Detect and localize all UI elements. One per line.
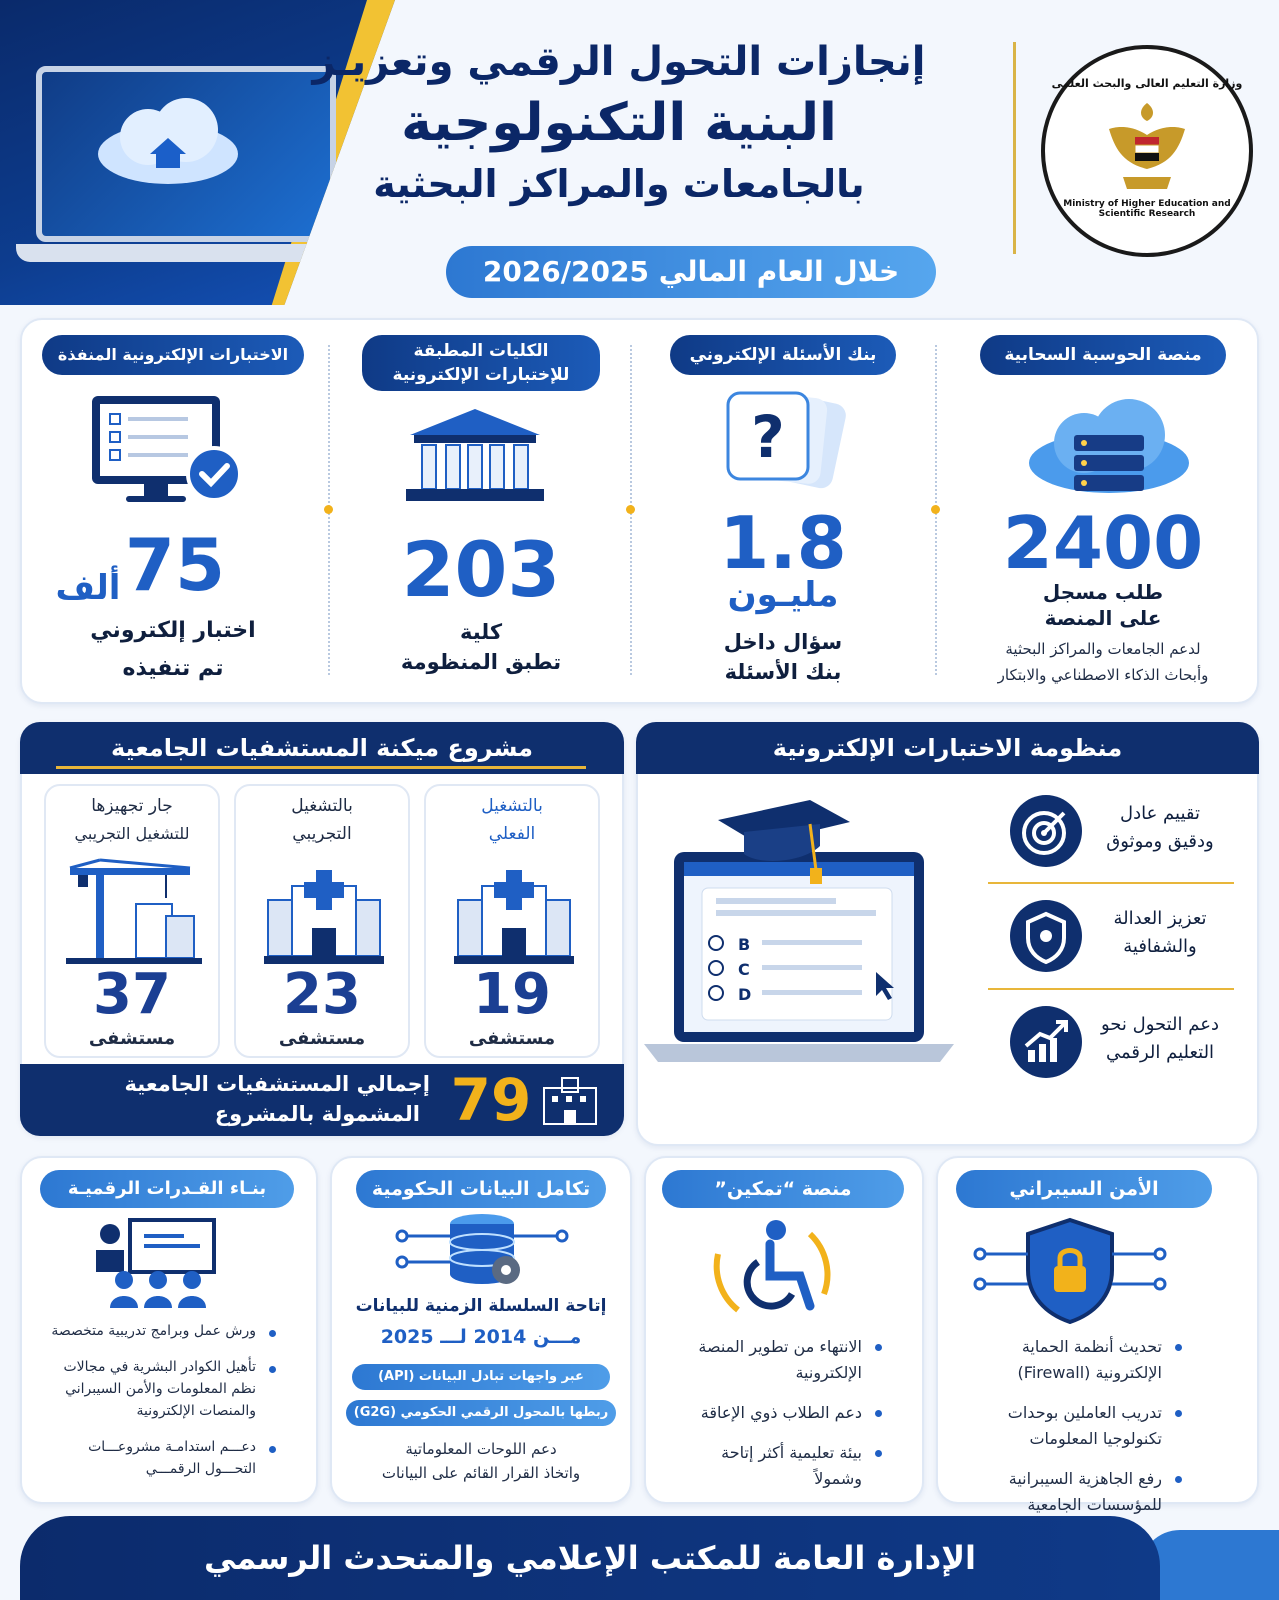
stat-exams-number: 75 xyxy=(124,523,226,607)
divider-dot xyxy=(931,505,940,514)
target-icon xyxy=(1010,795,1082,867)
gov-data-note-1: دعم اللوحات المعلوماتية xyxy=(405,1440,557,1458)
list-item: الانتهاء من تطوير المنصة الإلكترونية xyxy=(670,1334,884,1386)
construction-crane-icon xyxy=(66,858,202,966)
university-building-icon xyxy=(400,405,550,505)
stat-exams-label-1: اختبار إلكتروني xyxy=(90,618,256,643)
hospital-unit-1: مستشفى xyxy=(468,1028,556,1049)
stat-faculties-label-1: كلية xyxy=(459,620,503,644)
title-line-3: بالجامعات والمراكز البحثية xyxy=(373,162,865,206)
feature-3-line-1: دعم التحول نحو xyxy=(1100,1014,1220,1035)
hospital-card-trial xyxy=(234,784,410,1058)
footer-bar: الإدارة العامة للمكتب الإعلامي والمتحدث الرسمي xyxy=(20,1516,1160,1600)
list-item: ورش عمل وبرامج تدريبية متخصصة xyxy=(46,1320,278,1342)
eagle-icon xyxy=(1101,99,1193,199)
hospital-unit-2: مستشفى xyxy=(278,1028,366,1049)
cyber-list xyxy=(956,1334,1184,1532)
hospitals-title: مشروع ميكنة المستشفيات الجامعية xyxy=(20,722,624,774)
seal-english-text: Ministry of Higher Education and Scientific Research xyxy=(1063,199,1231,219)
exam-option-d: D xyxy=(738,985,752,1004)
hospital-card-operational xyxy=(424,784,600,1058)
list-item: تدريب العاملين بوحدات تكنولوجيا المعلومات xyxy=(956,1400,1184,1452)
exam-option-c: C xyxy=(738,960,750,979)
hospital-status-1-line-2: الفعلي xyxy=(488,824,536,844)
database-gear-icon xyxy=(392,1212,572,1292)
page-title xyxy=(259,36,979,210)
stat-cloud-note-1: لدعم الجامعات والمراكز البحثية xyxy=(1005,640,1201,658)
hospitals-title-underline xyxy=(56,766,586,769)
stat-faculties-pill-line-1: الكليات المطبقة xyxy=(413,341,549,361)
capacity-pill: بنـاء القـدرات الرقميـة xyxy=(40,1170,294,1208)
stat-qbank-label-1: سؤال داخل xyxy=(723,630,843,654)
hospital-unit-3: مستشفى xyxy=(88,1028,176,1049)
feature-divider xyxy=(988,988,1234,990)
feature-1-line-2: ودقيق وموثوق xyxy=(1106,831,1214,852)
fiscal-year-pill: خلال العام المالي 2026/2025 xyxy=(446,246,936,298)
list-item: تحديث أنظمة الحماية الإلكترونية (Firewall) xyxy=(956,1334,1184,1386)
feature-1-line-1: تقييم عادل xyxy=(1120,803,1200,824)
seal-arabic-text: وزارة التعليم العالى والبحث العلمى xyxy=(1051,77,1243,90)
training-presentation-icon xyxy=(88,1216,218,1310)
list-item: دعـــم استدامـة مشروعـــات التحـــول الرقمـــي xyxy=(46,1436,278,1480)
stat-exams-unit: ألف xyxy=(55,568,121,608)
gov-data-range: مـــن 2014 لـــ 2025 xyxy=(380,1326,582,1348)
hospital-status-3-line-1: جار تجهيزها xyxy=(91,796,173,816)
header-divider xyxy=(1013,42,1016,254)
hospital-status-1-line-1: بالتشغيل xyxy=(481,796,543,816)
stat-cloud-label-2: على المنصة xyxy=(1044,606,1162,630)
feature-3-line-2: التعليم الرقمي xyxy=(1105,1042,1215,1063)
hospitals-total-line-2: المشمولة بالمشروع xyxy=(214,1102,420,1126)
feature-2-line-2: والشفافية xyxy=(1123,936,1197,957)
hospital-count-3: 37 xyxy=(93,962,171,1027)
stat-cloud-note-2: وأبحاث الذكاء الاصطناعي والابتكار xyxy=(997,666,1209,684)
feature-2-line-1: تعزيز العدالة xyxy=(1113,908,1207,929)
hospital-status-2-line-1: بالتشغيل xyxy=(291,796,353,816)
footer-accent xyxy=(1140,1530,1279,1600)
divider-dot xyxy=(626,505,635,514)
list-item: دعم الطلاب ذوي الإعاقة xyxy=(670,1400,884,1426)
feature-divider xyxy=(988,882,1234,884)
stat-exams-label-2: تم تنفيذه xyxy=(122,656,224,681)
stat-qbank-unit: مليـون xyxy=(727,575,839,615)
list-item: تأهيل الكوادر البشرية في مجالات نظم المعلومات والأمن السيبراني والمنصات الإلكترونية xyxy=(46,1356,278,1422)
hospitals-total-number: 79 xyxy=(450,1066,532,1134)
laptop-exam-icon xyxy=(640,800,970,1090)
stat-qbank-pill: بنك الأسئلة الإلكتروني xyxy=(670,335,896,375)
title-line-1: إنجازات التحول الرقمي وتعزيـز xyxy=(312,39,926,85)
stat-faculties-pill xyxy=(362,335,600,391)
list-item: رفع الجاهزية السيبرانية للمؤسسات الجامعية xyxy=(956,1466,1184,1518)
question-card-icon xyxy=(710,385,860,495)
cloud-server-icon xyxy=(1024,395,1194,500)
stat-faculties-label-2: تطبق المنظومة xyxy=(400,650,562,674)
list-item: بيئة تعليمية أكثر إتاحة وشمولاً xyxy=(670,1440,884,1492)
capacity-list xyxy=(46,1320,278,1494)
hospital-status-2-line-2: التجريبي xyxy=(292,824,352,844)
exam-option-b: B xyxy=(738,935,751,954)
svg-text:?: ? xyxy=(751,403,785,471)
stat-cloud-label-1: طلب مسجل xyxy=(1042,580,1164,604)
laptop-base xyxy=(16,244,356,262)
hospital-status-3-line-2: للتشغيل التجريبي xyxy=(74,824,190,843)
hospital-building-icon xyxy=(264,866,384,966)
stat-exams-pill: الاختبارات الإلكترونية المنفذة xyxy=(42,335,304,375)
hospital-total-icon xyxy=(540,1074,600,1128)
shield-icon xyxy=(1010,900,1082,972)
gov-data-pill: تكامل البيانات الحكومية xyxy=(356,1170,606,1208)
wheelchair-icon xyxy=(698,1214,848,1324)
cloud-home-icon xyxy=(88,92,248,192)
divider-dot xyxy=(324,505,333,514)
hospital-card-preparing xyxy=(44,784,220,1058)
title-line-2: البنية التكنولوجية xyxy=(401,93,837,153)
exams-system-title: منظومة الاختبارات الإلكترونية xyxy=(636,722,1259,774)
tamkeen-pill: منصة “تمكين” xyxy=(662,1170,904,1208)
gov-data-tag-g2g: ربطها بالمحول الرقمي الحكومي (G2G) xyxy=(346,1400,616,1426)
stat-faculties-pill-line-2: للإختبارات الإلكترونية xyxy=(392,365,570,385)
hospital-count-2: 23 xyxy=(283,962,361,1027)
tamkeen-list xyxy=(670,1334,884,1506)
stat-cloud-number: 2400 xyxy=(1002,501,1204,585)
stat-faculties-number: 203 xyxy=(401,525,561,614)
gov-data-tag-api: عبر واجهات تبادل البيانات (API) xyxy=(352,1364,610,1390)
stat-qbank-label-2: بنك الأسئلة xyxy=(724,660,842,684)
hospital-count-1: 19 xyxy=(473,962,551,1027)
cyber-pill: الأمن السيبراني xyxy=(956,1170,1212,1208)
ministry-seal xyxy=(1041,45,1253,257)
hospital-building-icon xyxy=(454,866,574,966)
stat-qbank-number: 1.8 xyxy=(719,501,847,585)
growth-chart-icon xyxy=(1010,1006,1082,1078)
monitor-checklist-icon xyxy=(88,392,248,512)
shield-lock-icon xyxy=(970,1214,1170,1324)
stat-cloud-pill: منصة الحوسبة السحابية xyxy=(980,335,1226,375)
gov-data-note-2: واتخاذ القرار القائم على البيانات xyxy=(381,1464,581,1482)
hospitals-total-line-1: إجمالي المستشفيات الجامعية xyxy=(124,1072,430,1096)
gov-data-headline: إتاحة السلسلة الزمنية للبيانات xyxy=(355,1296,607,1316)
